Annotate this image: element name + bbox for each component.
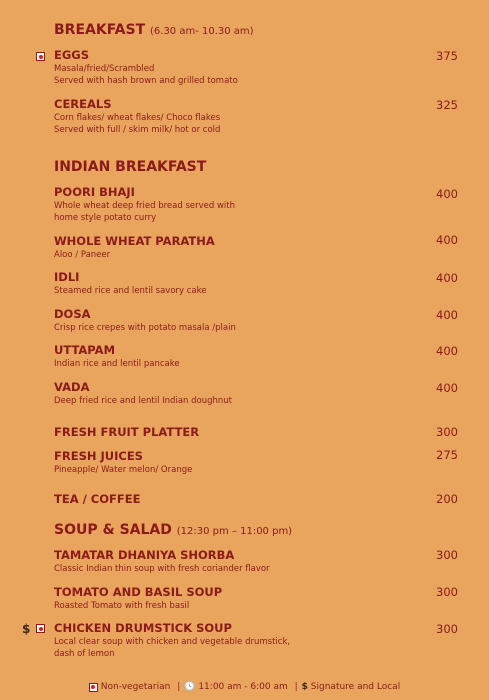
item-price: 400 [436, 344, 458, 358]
item-desc: Crisp rice crepes with potato masala /plain [54, 323, 236, 333]
item-price: 300 [436, 622, 458, 636]
legend-footer [0, 682, 489, 693]
section-title-text: BREAKFAST [54, 22, 146, 38]
non-veg-icon [36, 52, 45, 61]
section-title-text: SOUP & SALAD [54, 522, 172, 538]
item-desc: Served with hash brown and grilled tomato [54, 76, 238, 86]
item-desc: Steamed rice and lentil savory cake [54, 286, 207, 296]
section-title-soup-salad [54, 522, 292, 538]
item-price: 325 [436, 98, 458, 112]
clock-icon: 🕓 [184, 682, 196, 692]
menu-item-fresh-fruit-platter [54, 425, 454, 439]
item-name: WHOLE WHEAT PARATHA [54, 234, 215, 248]
non-veg-icon [89, 683, 98, 692]
item-desc: Aloo / Paneer [54, 250, 111, 260]
item-desc: Served with full / skim milk/ hot or cold [54, 125, 221, 135]
item-desc: Whole wheat deep fried bread served with [54, 201, 236, 211]
legend-separator: | [294, 682, 298, 692]
item-name: FRESH JUICES [54, 449, 143, 463]
menu-item-vada [54, 380, 454, 407]
item-desc: Corn flakes/ wheat flakes/ Choco flakes [54, 113, 221, 123]
item-price: 300 [436, 425, 458, 439]
item-price: 400 [436, 271, 458, 285]
item-name: CEREALS [54, 97, 112, 111]
non-veg-icon [36, 624, 45, 633]
menu-item-whole-wheat-paratha [54, 234, 454, 261]
legend-separator: | [177, 682, 181, 692]
section-hours: (6.30 am- 10.30 am) [150, 26, 254, 37]
legend-signature: Signature and Local [310, 682, 401, 692]
item-price: 400 [436, 233, 458, 247]
item-price: 300 [436, 585, 458, 599]
menu-item-dosa [54, 307, 454, 334]
item-desc: dash of lemon [54, 649, 115, 659]
item-price: 300 [436, 548, 458, 562]
menu-item-poori-bhaji [54, 185, 454, 224]
menu-item-tea-coffee [54, 492, 454, 506]
item-name: FRESH FRUIT PLATTER [54, 425, 200, 439]
menu-item-fresh-juices [54, 449, 454, 476]
item-desc: Masala/fried/Scrambled [54, 64, 155, 74]
item-name: TAMATAR DHANIYA SHORBA [54, 548, 235, 562]
item-price: 400 [436, 381, 458, 395]
item-price: 400 [436, 308, 458, 322]
item-name: UTTAPAM [54, 343, 116, 357]
menu-item-uttapam [54, 343, 454, 370]
menu-item-eggs [54, 48, 454, 87]
item-name: VADA [54, 380, 90, 394]
menu-item-tomato-basil-soup [54, 585, 454, 612]
item-desc: Roasted Tomato with fresh basil [54, 601, 190, 611]
item-name: POORI BHAJI [54, 185, 135, 199]
section-title-text: INDIAN BREAKFAST [54, 159, 207, 175]
item-price: 400 [436, 187, 458, 201]
item-name: TEA / COFFEE [54, 492, 141, 506]
item-name: EGGS [54, 48, 90, 62]
item-name: IDLI [54, 270, 80, 284]
section-title-indian-breakfast [54, 159, 206, 175]
item-name: CHICKEN DRUMSTICK SOUP [54, 621, 232, 635]
item-desc: Indian rice and lentil pancake [54, 359, 180, 369]
item-desc: Deep fried rice and lentil Indian doughnut [54, 396, 232, 406]
item-price: 375 [436, 49, 458, 63]
item-name: TOMATO AND BASIL SOUP [54, 585, 223, 599]
item-desc: Local clear soup with chicken and vegetable drumstick, [54, 637, 291, 647]
menu-item-cereals [54, 97, 454, 136]
section-hours: (12:30 pm – 11:00 pm) [176, 526, 293, 537]
signature-icon: $ [301, 682, 308, 692]
item-price: 200 [436, 492, 458, 506]
legend-nonveg: Non-vegetarian [100, 682, 171, 692]
legend-hours: 11:00 am - 6:00 am [198, 682, 288, 692]
menu-item-chicken-drumstick-soup [54, 621, 454, 660]
item-desc: Pineapple/ Water melon/ Orange [54, 465, 193, 475]
item-desc: home style potato curry [54, 213, 157, 223]
menu-item-tamatar-dhaniya-shorba [54, 548, 454, 575]
item-desc: Classic Indian thin soup with fresh coriander flavor [54, 564, 270, 574]
menu-item-idli [54, 270, 454, 297]
section-title-breakfast [54, 22, 254, 38]
item-name: DOSA [54, 307, 91, 321]
signature-icon: $ [22, 622, 31, 636]
item-price: 275 [436, 448, 458, 462]
